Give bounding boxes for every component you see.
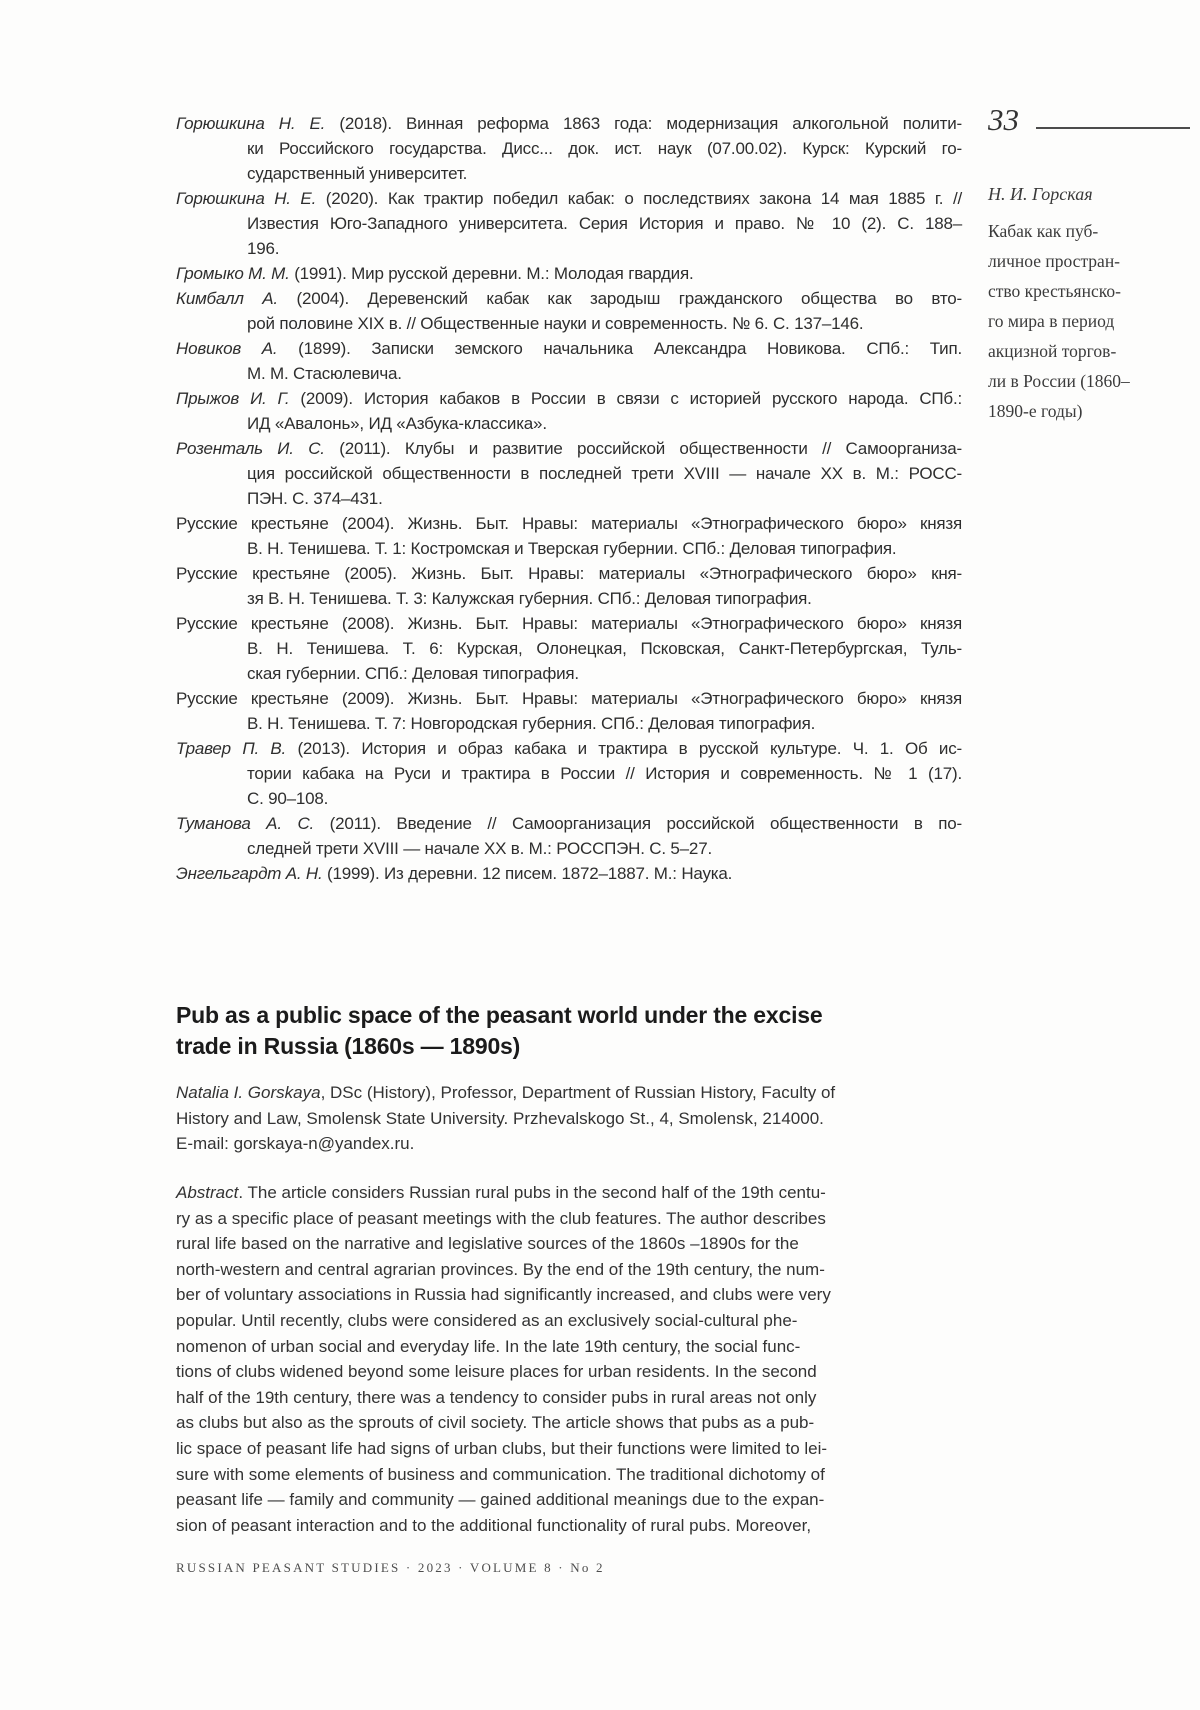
reference-line: 196.	[247, 239, 280, 258]
sidebar-title-line: акцизной торгов-	[988, 341, 1117, 361]
reference-line: В. Н. Тенишева. Т. 6: Курская, Олонецкая, Псковская, Санкт-Петербургская, Туль-	[247, 639, 962, 658]
reference-line: ПЭН. С. 374–431.	[247, 489, 383, 508]
sidebar-title-line: го мира в период	[988, 311, 1115, 331]
reference-author: Травер П. В.	[176, 739, 287, 758]
english-title	[176, 1000, 962, 1062]
reference-author: Энгельгардт А. Н.	[176, 864, 323, 883]
abstract-line: popular. Until recently, clubs were considered as an exclusively social-cultural phe-	[176, 1310, 798, 1330]
abstract-line: lic space of peasant life had signs of urban clubs, but their functions were limited to lei-	[176, 1438, 828, 1458]
reference-line: Известия Юго-Западного университета. Серия История и право. № 10 (2). С. 188–	[247, 214, 962, 233]
abstract-line: peasant life — family and community — gained additional meanings due to the expan-	[176, 1490, 825, 1510]
abstract-line: ry as a specific place of peasant meetings with the club features. The author describes	[176, 1208, 826, 1228]
page-number: 33	[988, 102, 1019, 137]
reference-line: Русские крестьяне (2008). Жизнь. Быт. Нравы: материалы «Этнографического бюро» князя	[176, 614, 962, 633]
reference-entry	[176, 811, 962, 861]
reference-line: Русские крестьяне (2009). Жизнь. Быт. Нравы: материалы «Этнографического бюро» князя	[176, 689, 962, 708]
abstract-line: ber of voluntary associations in Russia had significantly increased, and clubs were very	[176, 1285, 831, 1305]
reference-entry	[176, 111, 962, 186]
reference-entry	[176, 611, 962, 686]
author-info	[176, 1080, 946, 1157]
english-title-line: Pub as a public space of the peasant world under the excise	[176, 1002, 823, 1028]
sidebar-title-line: ли в России (1860–	[988, 371, 1130, 391]
abstract-line: nomenon of urban social and everyday life. In the late 19th century, the social func-	[176, 1336, 801, 1356]
reference-entry	[176, 686, 962, 736]
reference-line: Горюшкина Н. Е. (2018). Винная реформа 1863 года: модернизация алкогольной полити-	[176, 114, 962, 133]
abstract-line: sure with some elements of business and communication. The traditional dichotomy of	[176, 1464, 825, 1484]
reference-line: Кимбалл А. (2004). Деревенский кабак как зародыш гражданского общества во вто-	[176, 289, 963, 308]
abstract-lead-italic: Abstract	[176, 1183, 239, 1202]
sidebar-author-name: Н. И. Горская	[988, 184, 1093, 204]
sidebar-title-line: 1890-е годы)	[988, 401, 1083, 421]
reference-line: ИД «Авалонь», ИД «Азбука-классика».	[247, 414, 547, 433]
reference-line: Горюшкина Н. Е. (2020). Как трактир победил кабак: о последствиях закона 14 мая 1885 г. //	[176, 189, 962, 208]
journal-footer: RUSSIAN PEASANT STUDIES · 2023 · VOLUME 8 · No 2	[176, 1560, 605, 1575]
reference-line: Русские крестьяне (2005). Жизнь. Быт. Нравы: материалы «Этнографического бюро» кня-	[176, 564, 962, 583]
header-rule	[1036, 127, 1190, 129]
reference-entry	[176, 336, 962, 386]
reference-author: Горюшкина Н. Е.	[176, 114, 326, 133]
author-info-line: E-mail: gorskaya-n@yandex.ru.	[176, 1134, 415, 1153]
reference-entry	[176, 386, 962, 436]
english-title-line: trade in Russia (1860s — 1890s)	[176, 1033, 521, 1059]
reference-line: Энгельгардт А. Н. (1999). Из деревни. 12 писем. 1872–1887. М.: Наука.	[176, 864, 733, 883]
reference-line: В. Н. Тенишева. Т. 1: Костромская и Тверская губернии. СПб.: Деловая типография.	[247, 539, 897, 558]
reference-entry	[176, 436, 962, 511]
reference-line: ки Российского государства. Дисс... док. ист. наук (07.00.02). Курск: Курский го-	[247, 139, 962, 158]
reference-entry	[176, 511, 962, 561]
reference-author: Туманова А. С.	[176, 814, 315, 833]
reference-line: В. Н. Тенишева. Т. 7: Новгородская губерния. СПб.: Деловая типография.	[247, 714, 816, 733]
sidebar-title-line: Кабак как пуб-	[988, 221, 1099, 241]
sidebar-title-line: личное простран-	[988, 251, 1121, 271]
author-info-lead-italic: Natalia I. Gorskaya	[176, 1083, 321, 1102]
reference-line: Новиков А. (1899). Записки земского начальника Александра Новикова. СПб.: Тип.	[176, 339, 962, 358]
reference-line: ская губернии. СПб.: Деловая типография.	[247, 664, 579, 683]
reference-line: Русские крестьяне (2004). Жизнь. Быт. Нравы: материалы «Этнографического бюро» князя	[176, 514, 962, 533]
reference-author: Громыко М. М.	[176, 264, 290, 283]
reference-entry	[176, 736, 962, 811]
reference-entry	[176, 861, 962, 886]
abstract-line: tions of clubs widened beyond some leisure places for urban residents. In the second	[176, 1362, 817, 1382]
abstract-line: north-western and central agrarian provinces. By the end of the 19th century, the num-	[176, 1259, 825, 1279]
reference-author: Кимбалл А.	[176, 289, 278, 308]
reference-entry	[176, 286, 962, 336]
reference-line: Туманова А. С. (2011). Введение // Самоорганизация российской общественности в по-	[176, 814, 962, 833]
reference-line: Травер П. В. (2013). История и образ кабака и трактира в русской культуре. Ч. 1. Об ис-	[176, 739, 962, 758]
reference-line: Громыко М. М. (1991). Мир русской деревни. М.: Молодая гвардия.	[176, 264, 694, 283]
reference-author: Прыжов И. Г.	[176, 389, 290, 408]
reference-line: зя В. Н. Тенишева. Т. 3: Калужская губерния. СПб.: Деловая типография.	[247, 589, 812, 608]
sidebar-article-title	[988, 216, 1198, 426]
sidebar-title-line: ство крестьянско-	[988, 281, 1121, 301]
references-list	[176, 111, 962, 886]
abstract-line: as clubs but also as the sprouts of civil society. The article shows that pubs as a pub-	[176, 1413, 815, 1433]
reference-line: ция российской общественности в последней трети XVIII — начале XX в. М.: РОСС-	[247, 464, 962, 483]
reference-entry	[176, 561, 962, 611]
author-info-line: History and Law, Smolensk State University. Przhevalskogo St., 4, Smolensk, 214000.	[176, 1108, 824, 1128]
abstract-line: half of the 19th century, there was a tendency to consider pubs in rural areas not only	[176, 1387, 817, 1407]
author-info-line: Natalia I. Gorskaya, DSc (History), Professor, Department of Russian History, Faculty of	[176, 1083, 836, 1102]
reference-line: Розенталь И. С. (2011). Клубы и развитие российской общественности // Самоорганиза-	[176, 439, 962, 458]
reference-author: Розенталь И. С.	[176, 439, 325, 458]
reference-line: рой половине XIX в. // Общественные науки и современность. № 6. С. 137–146.	[247, 314, 864, 333]
reference-line: сударственный университет.	[247, 164, 468, 183]
reference-line: следней трети XVIII — начале XX в. М.: РОССПЭН. С. 5–27.	[247, 839, 712, 858]
abstract-line: Abstract. The article considers Russian rural pubs in the second half of the 19th centu-	[176, 1183, 826, 1202]
reference-line: тории кабака на Руси и трактира в России // История и современность. № 1 (17).	[247, 764, 962, 783]
reference-entry	[176, 186, 962, 261]
reference-line: М. М. Стасюлевича.	[247, 364, 402, 383]
reference-author: Новиков А.	[176, 339, 278, 358]
reference-line: С. 90–108.	[247, 789, 329, 808]
reference-author: Горюшкина Н. Е.	[176, 189, 317, 208]
abstract-line: rural life based on the narrative and legislative sources of the 1860s –1890s for the	[176, 1234, 799, 1254]
reference-line: Прыжов И. Г. (2009). История кабаков в России в связи с историей русского народа. СПб.:	[176, 389, 962, 408]
abstract-line: sion of peasant interaction and to the additional functionality of rural pubs. Moreover,	[176, 1515, 812, 1535]
reference-entry	[176, 261, 962, 286]
abstract	[176, 1180, 946, 1538]
